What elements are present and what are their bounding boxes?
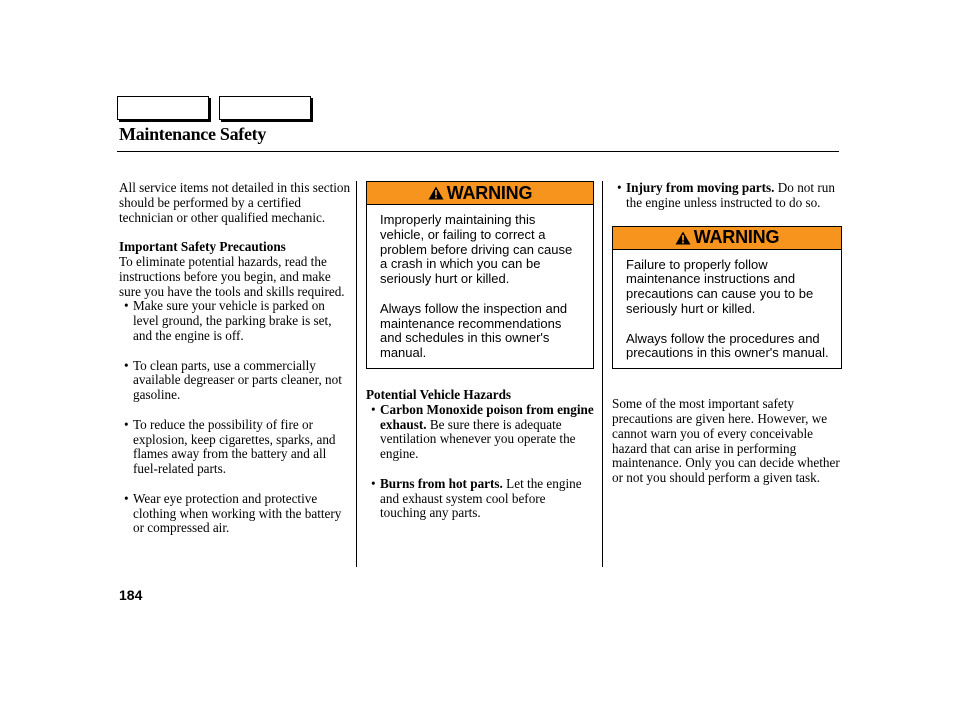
column-2 [366, 181, 594, 521]
warning-header [613, 227, 841, 250]
page-number: 184 [119, 587, 143, 603]
list-item: • To reduce the possibility of fire or explosion, keep cigarettes, sparks, and flames away from the battery and all fuel-related parts. [119, 418, 351, 477]
hazard-label: Injury from moving parts. [626, 180, 775, 195]
title-divider [117, 151, 839, 152]
warning-text: Always follow the procedures and precautions in this owner's manual. [626, 330, 829, 361]
hazard-label: Carbon Monoxide poison from engine exhaust. [380, 401, 594, 432]
list-item: • Wear eye protection and protective clothing when working with the battery or compressed air. [119, 492, 351, 536]
warning-text: Failure to properly follow maintenance instructions and precautions can cause you to be seriously hurt or killed. [626, 256, 814, 316]
list-item [612, 181, 842, 211]
warning-text: Improperly maintaining this vehicle, or failing to correct a problem before driving can cause a crash in which you can be seriously hurt or killed. [380, 212, 573, 287]
hazard-text: Do not run the engine unless instructed to do so. [626, 180, 835, 210]
section-paragraph: To eliminate potential hazards, read the instructions before you begin, and make sure you have the tools and skills required. [119, 253, 345, 299]
warning-label: WARNING [446, 182, 533, 203]
closing-paragraph: Some of the most important safety precautions are given here. However, we cannot warn you of every conceivable hazard that can arise in performing maintenance. Only you can decide whether or not you should perform a given task. [612, 396, 840, 486]
hazard-text: Be sure there is adequate ventilation whenever you operate the engine. [380, 416, 576, 462]
warning-header [367, 182, 593, 205]
page-title: Maintenance Safety [119, 124, 267, 144]
list-item: • Make sure your vehicle is parked on level ground, the parking brake is set, and the engine is off. [119, 299, 351, 343]
column-1 [119, 181, 351, 536]
column-divider-2 [602, 181, 603, 567]
warning-triangle-icon [675, 231, 691, 245]
warning-label: WARNING [693, 227, 780, 248]
nav-tab-previous[interactable] [117, 96, 209, 120]
column-divider-1 [356, 181, 357, 567]
list-item [366, 477, 594, 521]
warning-box-2 [612, 226, 842, 370]
column-3 [612, 181, 842, 486]
hazard-label: Burns from hot parts. [380, 475, 503, 491]
list-item: • To clean parts, use a commercially available degreaser or parts cleaner, not gasoline. [119, 359, 351, 403]
hazard-text: Let the engine and exhaust system cool before touching any parts. [380, 475, 582, 521]
nav-tab-next[interactable] [219, 96, 311, 120]
section-heading-vehicle-hazards: Potential Vehicle Hazards [366, 386, 512, 402]
warning-box-1 [366, 181, 594, 369]
section-heading-safety-precautions: Important Safety Precautions [119, 239, 286, 255]
warning-text: Always follow the inspection and maintenance recommendations and schedules in this owner's manual. [380, 300, 568, 361]
intro-paragraph: All service items not detailed in this section should be performed by a certified technician or other qualified mechanic. [119, 180, 351, 225]
list-item [366, 403, 594, 462]
warning-triangle-icon [428, 186, 444, 200]
